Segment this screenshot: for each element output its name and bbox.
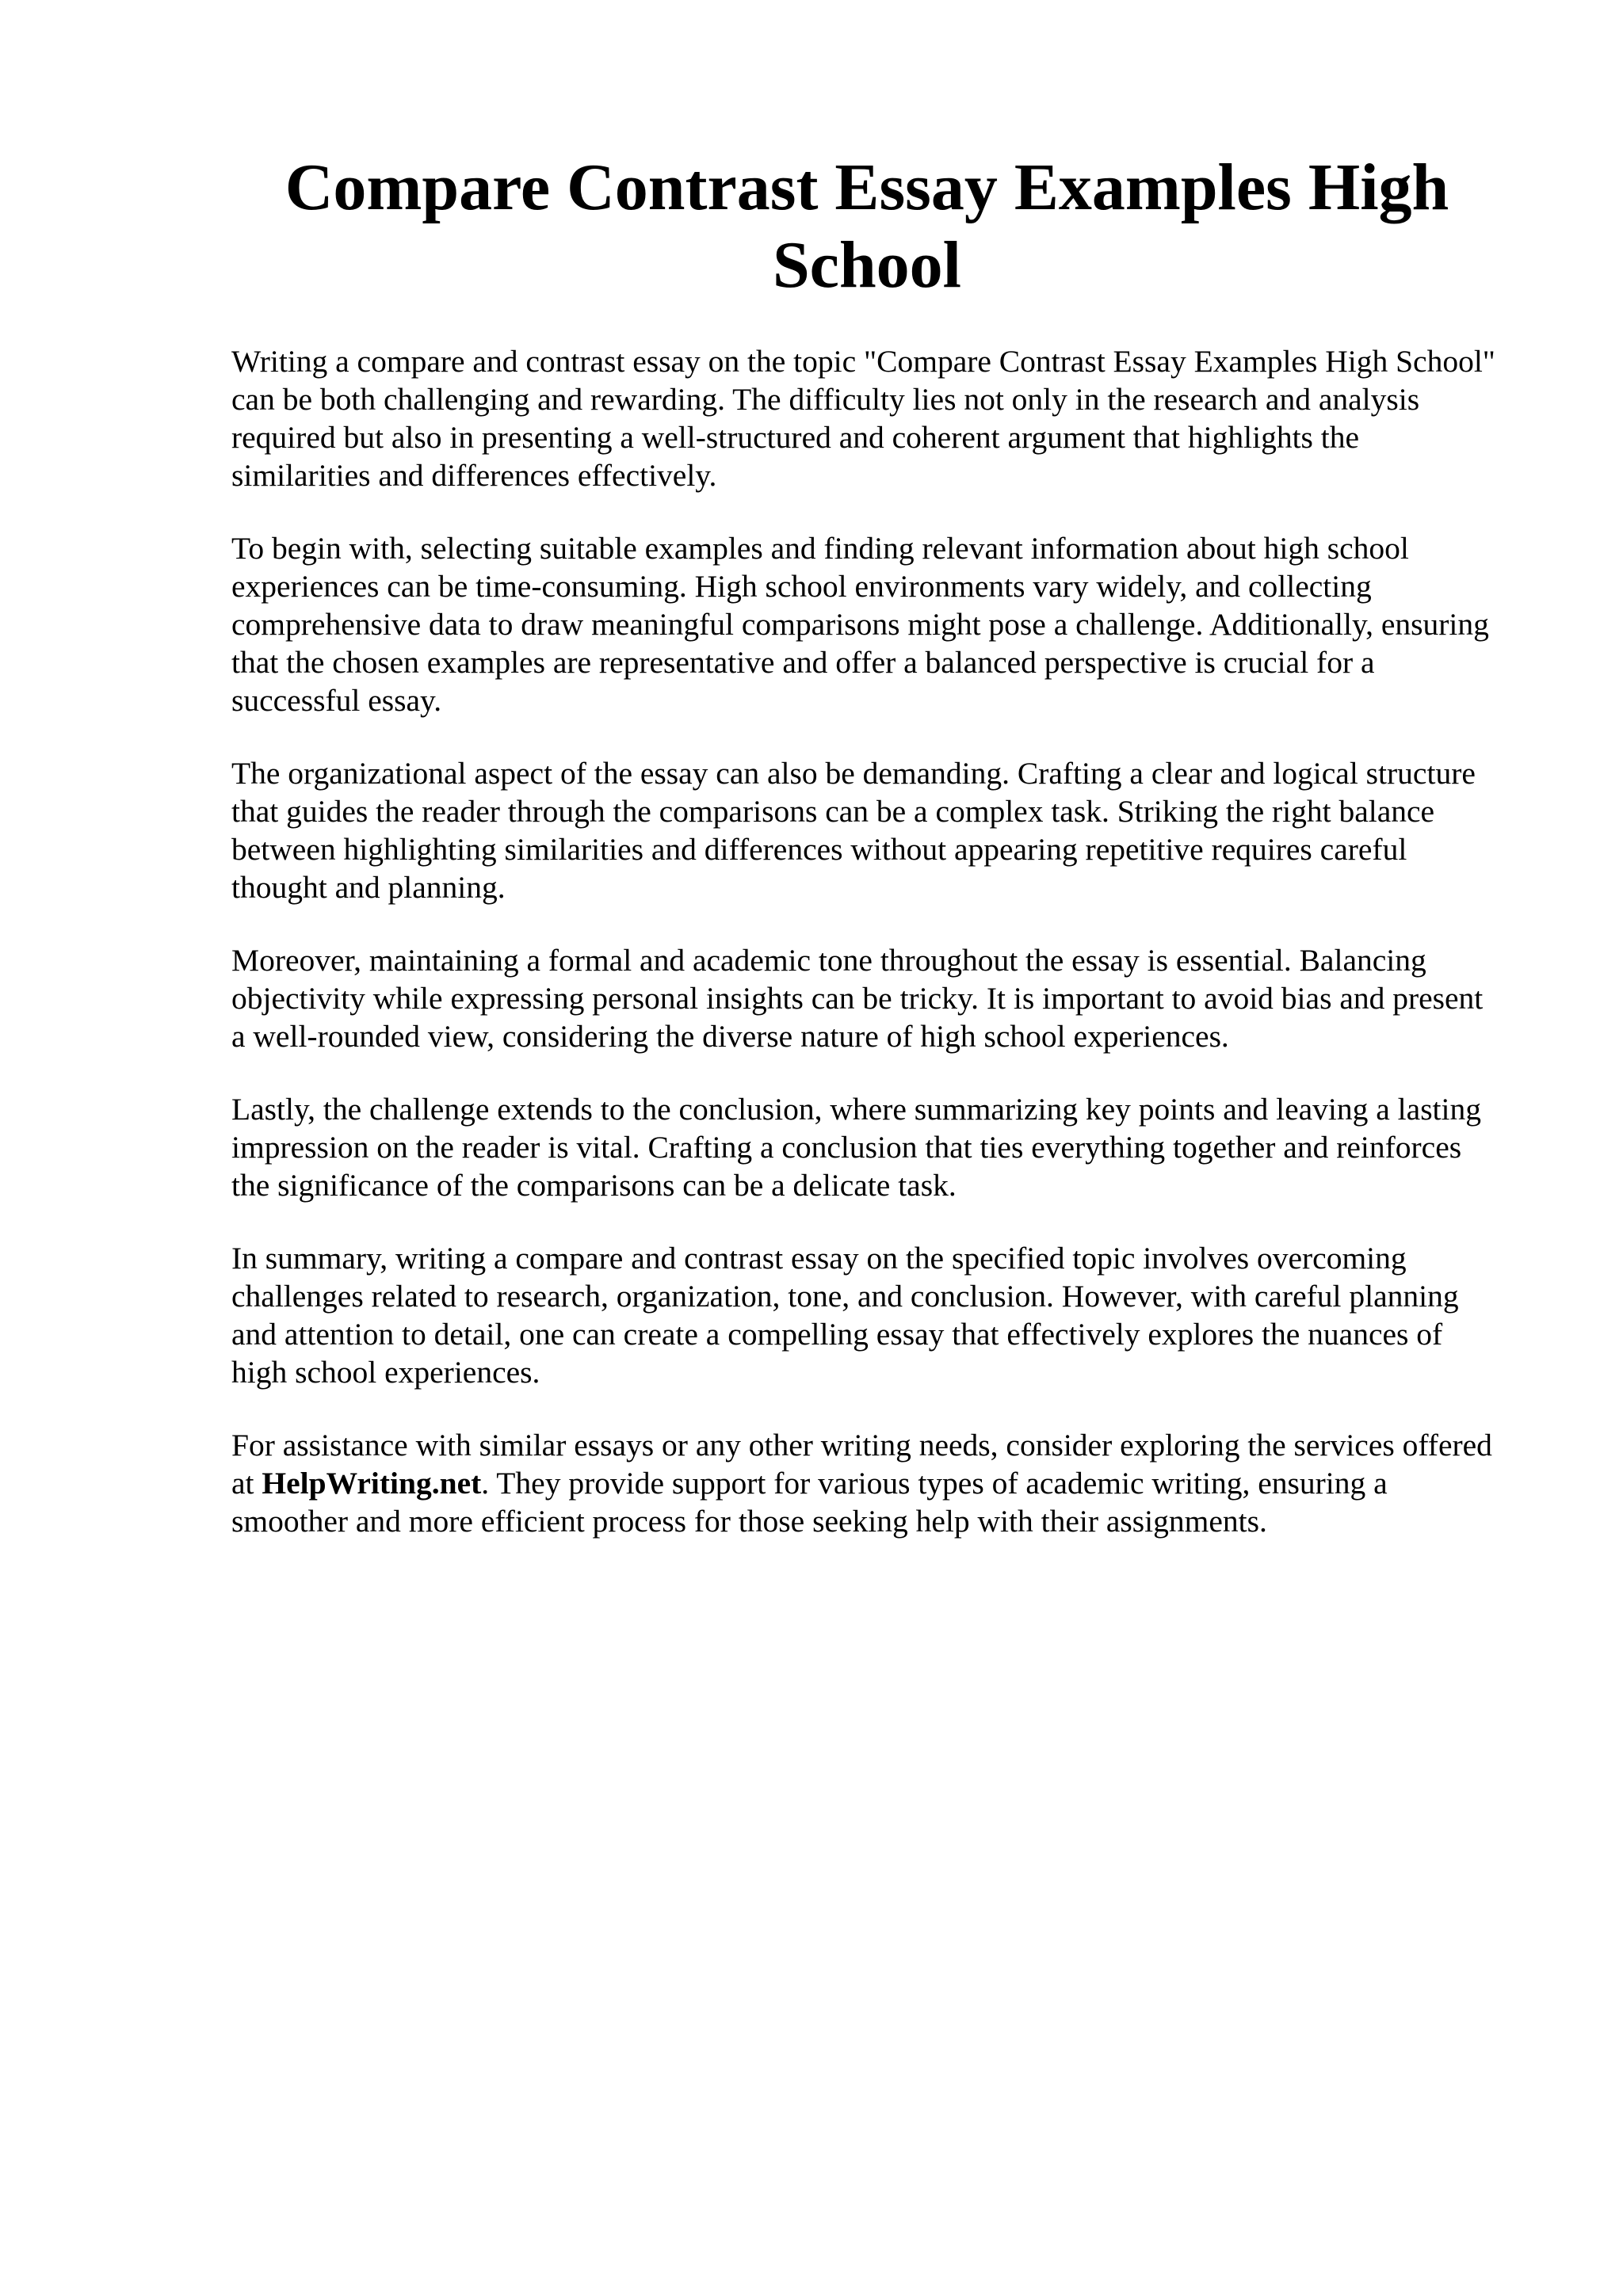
assistance-text-before: For assistance with similar essays or any other writing needs, consider exploring the services offered at bbox=[231, 1428, 1492, 1501]
paragraph-assistance bbox=[231, 1426, 1503, 1540]
paragraph-tone: Moreover, maintaining a formal and academic tone throughout the essay is essential. Balancing objectivity while expressing personal insights can be tricky. It is important to avoid bias and present a well-rounded view, considering the diverse nature of high school experiences. bbox=[231, 943, 1484, 1054]
paragraph-conclusion: Lastly, the challenge extends to the conclusion, where summarizing key points and leaving a lasting impression on the reader is vital. Crafting a conclusion that ties everything together and reinforces the significance of the comparisons can be a delicate task. bbox=[231, 1092, 1482, 1203]
document-title: Compare Contrast Essay Examples High School bbox=[285, 151, 1449, 302]
paragraph-organization: The organizational aspect of the essay can also be demanding. Crafting a clear and logical structure that guides the reader through the comparisons can be a complex task. Striking the right balance between highlighting similarities and differences without appearing repetitive requires careful thought and planning. bbox=[231, 756, 1476, 905]
helpwriting-link[interactable]: HelpWriting.net bbox=[262, 1466, 482, 1501]
paragraph-summary: In summary, writing a compare and contrast essay on the specified topic involves overcoming challenges related to research, organization, tone, and conclusion. However, with careful planning and attention to detail, one can create a compelling essay that effectively explores the nuances of high school experiences. bbox=[231, 1241, 1459, 1390]
assistance-text-after: . They provide support for various types of academic writing, ensuring a smoother and more efficient process for those seeking help with their assignments. bbox=[231, 1466, 1388, 1539]
paragraph-intro: Writing a compare and contrast essay on the topic "Compare Contrast Essay Examples High School" can be both challenging and rewarding. The difficulty lies not only in the research and analysis required but also in presenting a well-structured and coherent argument that highlights the similarities and differences effectively. bbox=[231, 344, 1495, 493]
paragraph-examples: To begin with, selecting suitable examples and finding relevant information about high school experiences can be time-consuming. High school environments vary widely, and collecting comprehensive data to draw meaningful comparisons might pose a challenge. Additionally, ensuring that the chosen examples are representative and offer a balanced perspective is crucial for a successful essay. bbox=[231, 531, 1489, 718]
document-body bbox=[231, 342, 1503, 1540]
